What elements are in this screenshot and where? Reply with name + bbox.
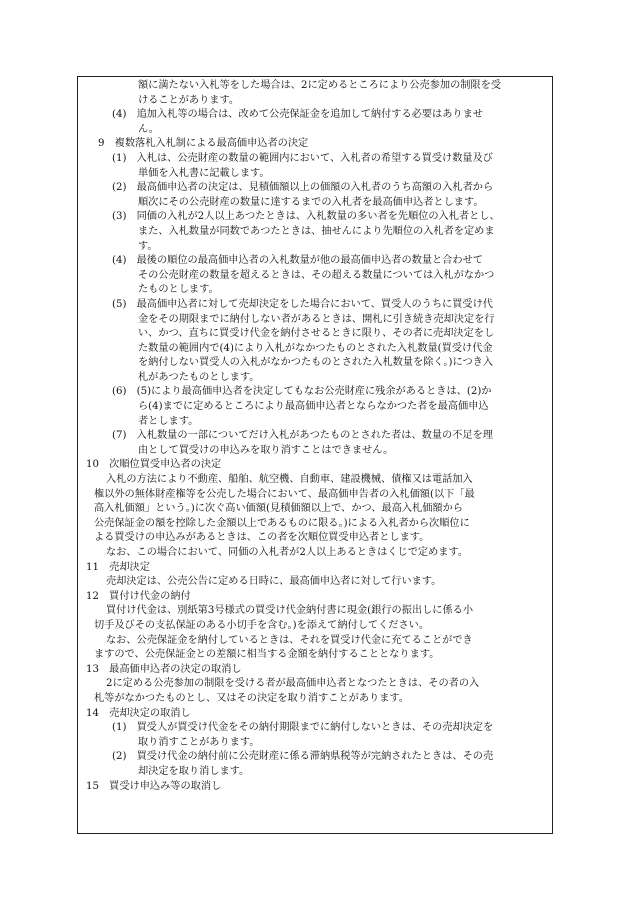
text-line: 取り消すことがあります。 <box>138 736 260 748</box>
text-line: た数量の範囲内で(4)により入札がなかつたものとされた入札数量(買受け代金 <box>138 342 493 354</box>
text-line: また、入札数量が同数であつたときは、抽せんにより先順位の入札者を定めま <box>138 225 495 237</box>
text-line: 権以外の無体財産権等を公売した場合において、最高価申告者の入札価額(以下「最 <box>94 488 475 500</box>
text-line: 公売保証金の額を控除した金額以上であるものに限る。)による入札者から次順位に <box>94 517 470 529</box>
text-line: 10 次順位買受申込者の決定 <box>86 459 222 471</box>
text-line: 9 複数落札入札制による最高価申込者の決定 <box>98 138 309 150</box>
text-line: 由として買受けの申込みを取り消すことはできません。 <box>138 444 394 456</box>
text-line: (1) 入札は、公売財産の数量の範囲内において、入札者の希望する買受け数量及び <box>112 152 493 164</box>
text-line: 切手及びその支払保証のある小切手を含む。)を添えて納付してください。 <box>94 619 430 631</box>
text-line: 却決定を取り消します。 <box>138 765 250 777</box>
text-line: 2に定める公売参加の制限を受ける者が最高価申込者となつたときは、その者の入 <box>106 678 480 690</box>
text-line: 順次にその公売財産の数量に達するまでの入札者を最高価申込者とします。 <box>138 196 484 208</box>
text-line: 高入札価額」という。)に次ぐ高い価額(見積価額以上で、かつ、最高入札価額から <box>94 503 463 515</box>
text-line: よる買受けの申込みがあるときは、この者を次順位買受申込者とします。 <box>94 532 430 544</box>
text-line: を納付しない買受人の入札がなかつたものとされた入札数量を除く。)につき入 <box>138 357 494 369</box>
text-line: (2) 最高価申込者の決定は、見積価額以上の価額の入札者のうち高額の入札者から <box>112 182 494 194</box>
text-line: 13 最高価申込者の決定の取消し <box>86 663 242 675</box>
text-line: い、かつ、直ちに買受け代金を納付させるときに限り、その者に売却決定をし <box>138 328 495 340</box>
text-line: 金をその期限までに納付しない者があるときは、開札に引き続き売却決定を行 <box>138 313 495 325</box>
text-line: (7) 入札数量の一部についてだけ入札があつたものとされた者は、数量の不足を理 <box>112 430 493 442</box>
text-line: 札等がなかつたものとし、又はその決定を取り消すことがあります。 <box>94 692 409 704</box>
text-line: 14 売却決定の取消し <box>86 707 191 719</box>
text-line: 入札の方法により不動産、船舶、航空機、自動車、建設機械、債権又は電話加入 <box>106 474 473 486</box>
text-line: (5) 最高価申込者に対して売却決定をした場合において、買受人のうちに買受け代 <box>112 298 493 310</box>
text-line: (6) (5)により最高価申込者を決定してもなお公売財産に残余があるときは、(2)か <box>112 386 492 398</box>
text-line: なお、公売保証金を納付しているときは、それを買受け代金に充てることができ <box>106 634 473 646</box>
text-line: その公売財産の数量を超えるときは、その超える数量については入札がなかつ <box>138 269 495 281</box>
text-line: (4) 追加入札等の場合は、改めて公売保証金を追加して納付する必要はありませ <box>112 109 483 121</box>
text-line: ら(4)までに定めるところにより最高価申込者とならなかつた者を最高価申込 <box>138 401 489 413</box>
text-line: す。 <box>138 240 158 252</box>
text-line: けることがあります。 <box>138 94 240 106</box>
text-line: 札があつたものとします。 <box>138 371 260 383</box>
text-line: ん。 <box>138 123 159 135</box>
text-line: なお、この場合において、同価の入札者が2人以上あるときはくじで定めます。 <box>106 547 469 558</box>
document-page <box>77 76 553 834</box>
text-line: 12 買付け代金の納付 <box>86 590 191 602</box>
text-line: 買付け代金は、別紙第3号様式の買受け代金納付書に現金(銀行の振出しに係る小 <box>106 605 474 617</box>
text-line: 者とします。 <box>138 415 199 427</box>
text-line: ますので、公売保証金との差額に相当する金額を納付することとなります。 <box>94 649 440 661</box>
text-line: 売却決定は、公売公告に定める日時に、最高価申込者に対して行います。 <box>106 576 442 588</box>
text-line: (1) 買受人が買受け代金をその納付期限までに納付しないときは、その売却決定を <box>112 722 494 734</box>
text-line: (4) 最後の順位の最高価申込者の入札数量が他の最高価申込者の数量と合わせて <box>112 255 483 267</box>
text-line: 15 買受け申込み等の取消し <box>86 780 222 792</box>
text-line: (3) 同価の入札が2人以上あつたときは、入札数量の多い者を先順位の入札者とし、 <box>112 211 500 223</box>
text-line: 額に満たない入札等をした場合は、2に定めるところにより公売参加の制限を受 <box>138 80 502 91</box>
text-line: 11 売却決定 <box>86 561 150 573</box>
text-line: (2) 買受け代金の納付前に公売財産に係る滞納県税等が完納されたときは、その売 <box>112 751 494 763</box>
text-line: 単価を入札書に記載します。 <box>138 167 270 179</box>
text-line: たものとします。 <box>138 284 219 296</box>
